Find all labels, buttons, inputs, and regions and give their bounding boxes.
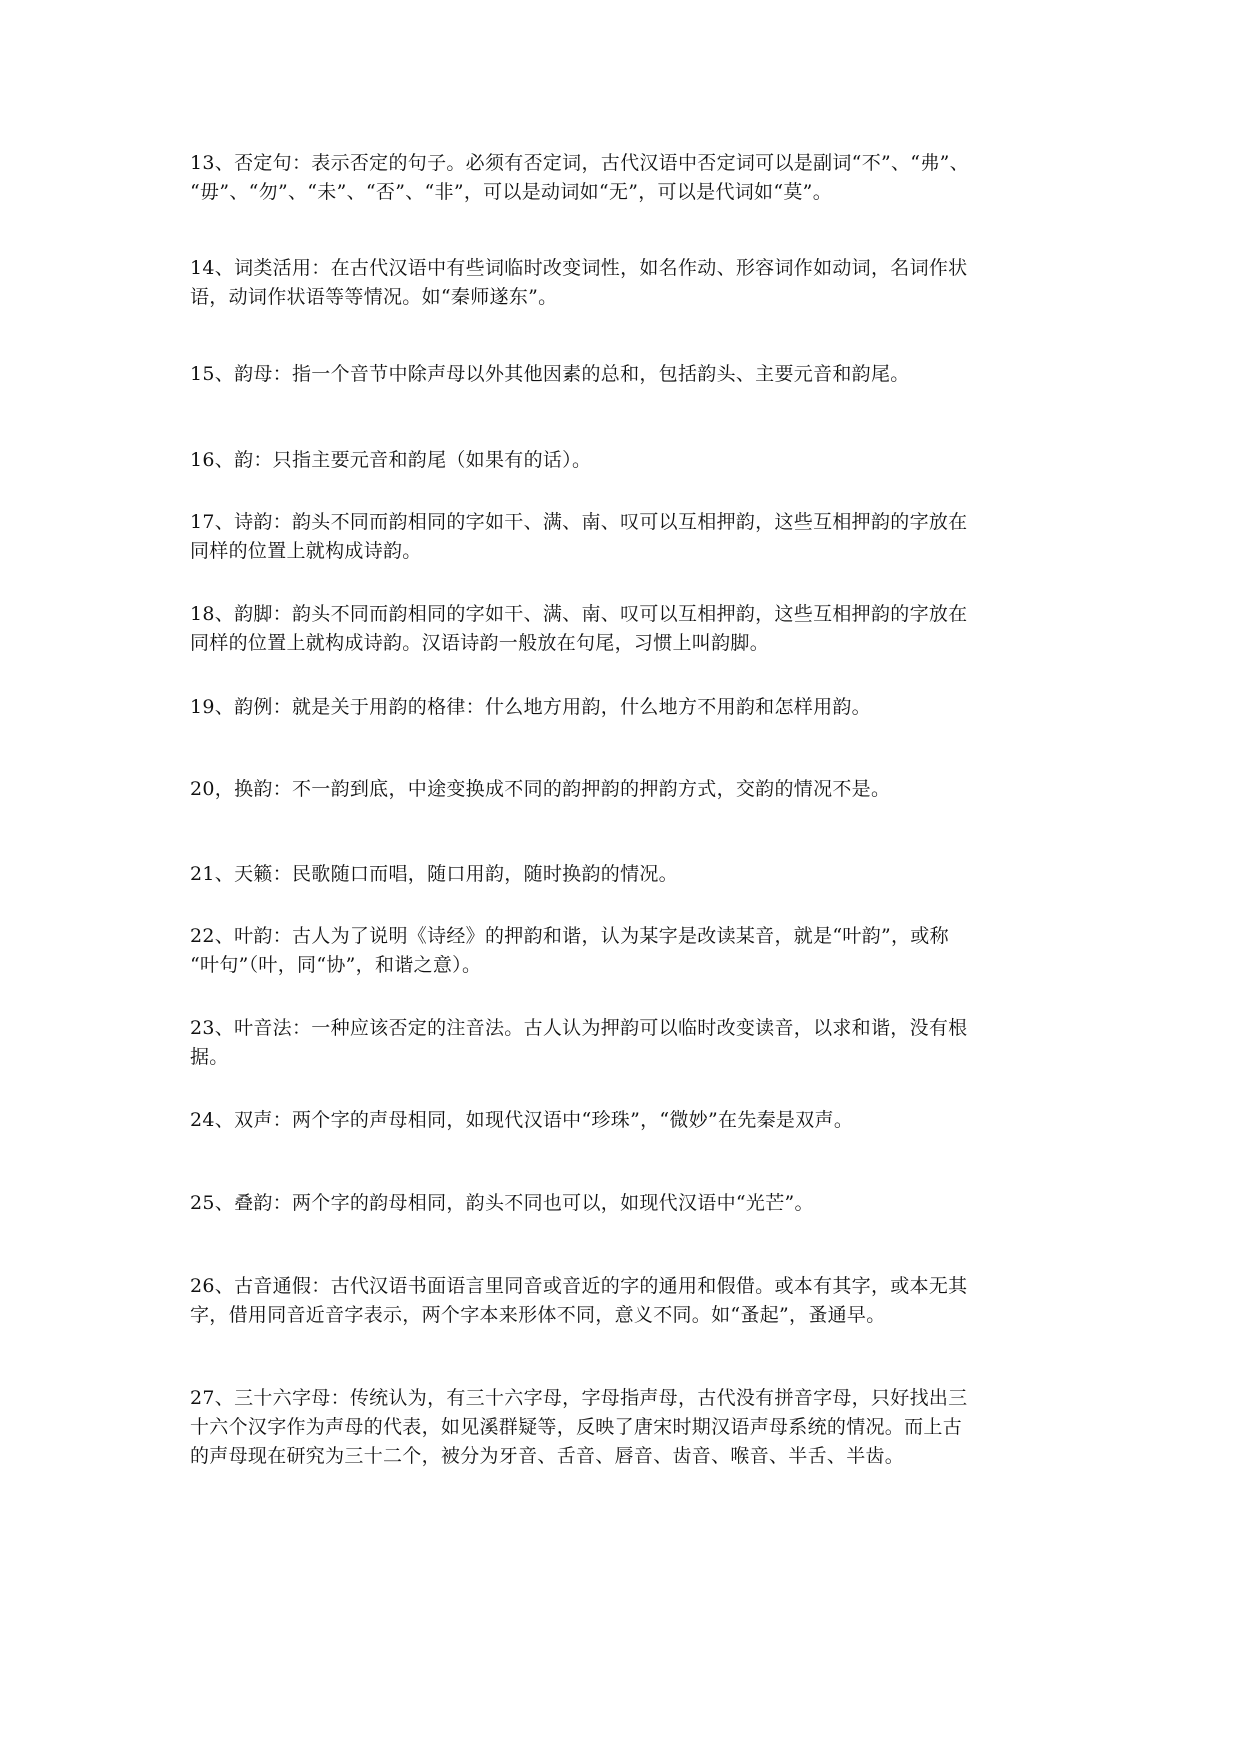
entry-line: 13、否定句：表示否定的句子。必须有否定词，古代汉语中否定词可以是副词“不”、“弗”、: [190, 152, 969, 174]
definition-entry-21: [190, 860, 1060, 889]
entry-line: 27、三十六字母：传统认为，有三十六字母，字母指声母，古代没有拼音字母，只好找出三: [190, 1387, 968, 1409]
entry-line: 15、韵母：指一个音节中除声母以外其他因素的总和，包括韵头、主要元音和韵尾。: [190, 363, 910, 385]
entry-line: 十六个汉字作为声母的代表，如见溪群疑等，反映了唐宋时期汉语声母系统的情况。而上古: [190, 1416, 963, 1438]
entry-line: 23、叶音法：一种应该否定的注音法。古人认为押韵可以临时改变读音，以求和谐，没有根: [190, 1017, 968, 1039]
definition-entry-27: [190, 1384, 1060, 1471]
entry-line: 22、叶韵：古人为了说明《诗经》的押韵和谐，认为某字是改读某音，就是“叶韵”，或称: [190, 925, 949, 947]
entry-line: 16、韵：只指主要元音和韵尾（如果有的话）。: [190, 449, 592, 471]
entry-line: 18、韵脚：韵头不同而韵相同的字如干、满、南、叹可以互相押韵，这些互相押韵的字放在: [190, 603, 968, 625]
entry-line: 17、诗韵：韵头不同而韵相同的字如干、满、南、叹可以互相押韵，这些互相押韵的字放在: [190, 511, 968, 533]
definition-entry-23: [190, 1014, 1060, 1072]
definition-entry-19: [190, 693, 1060, 722]
entry-line: “毋”、“勿”、“未”、“否”、“非”，可以是动词如“无”，可以是代词如“莫”。: [190, 181, 832, 203]
entry-line: 同样的位置上就构成诗韵。汉语诗韵一般放在句尾，习惯上叫韵脚。: [190, 632, 770, 654]
definition-entry-18: [190, 600, 1060, 658]
definition-entry-26: [190, 1272, 1060, 1330]
definition-entry-24: [190, 1106, 1060, 1135]
entry-line: 26、古音通假：古代汉语书面语言里同音或音近的字的通用和假借。或本有其字，或本无其: [190, 1275, 968, 1297]
definition-entry-25: [190, 1189, 1060, 1218]
entry-line: 14、词类活用：在古代汉语中有些词临时改变词性，如名作动、形容词作如动词，名词作状: [190, 257, 968, 279]
entry-line: 24、双声：两个字的声母相同，如现代汉语中“珍珠”，“微妙”在先秦是双声。: [190, 1109, 854, 1131]
definition-entry-14: [190, 254, 1060, 312]
entry-line: 25、叠韵：两个字的韵母相同，韵头不同也可以，如现代汉语中“光芒”。: [190, 1192, 814, 1214]
definition-entry-13: [190, 149, 1060, 207]
entry-line: 同样的位置上就构成诗韵。: [190, 540, 422, 562]
entry-line: 字，借用同音近音字表示，两个字本来形体不同，意义不同。如“蚤起”，蚤通早。: [190, 1304, 886, 1326]
entry-line: 21、天籁：民歌随口而唱，随口用韵，随时换韵的情况。: [190, 863, 678, 885]
entry-line: 20，换韵：不一韵到底，中途变换成不同的韵押韵的押韵方式，交韵的情况不是。: [190, 778, 891, 800]
entry-line: 19、韵例：就是关于用韵的格律：什么地方用韵，什么地方不用韵和怎样用韵。: [190, 696, 871, 718]
entry-line: 据。: [190, 1046, 229, 1068]
definition-entry-22: [190, 922, 1060, 980]
definition-entry-17: [190, 508, 1060, 566]
entry-line: “叶句”（叶，同“协”，和谐之意）。: [190, 954, 482, 976]
entry-line: 的声母现在研究为三十二个，被分为牙音、舌音、唇音、齿音、喉音、半舌、半齿。: [190, 1445, 905, 1467]
definition-entry-15: [190, 360, 1060, 389]
entry-line: 语，动词作状语等等情况。如“秦师遂东”。: [190, 286, 558, 308]
definition-entry-20: [190, 775, 1060, 804]
definition-entry-16: [190, 446, 1060, 475]
